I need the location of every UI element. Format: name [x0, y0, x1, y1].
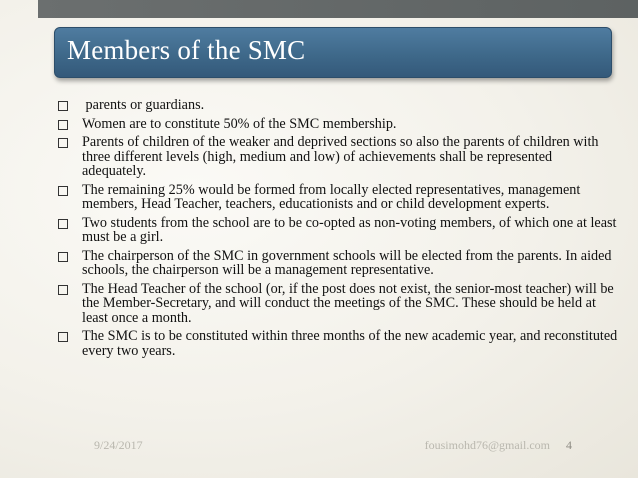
- bullet-item: [58, 329, 618, 358]
- hollow-square-bullet-icon: [58, 332, 68, 342]
- hollow-square-bullet-icon: [58, 285, 68, 295]
- bullet-text: The Head Teacher of the school (or, if the post does not exist, the senior-most teacher) will be the Member-Secretary, and will conduct the meetings of the SMC. These should be held at least once a month.: [82, 280, 614, 326]
- hollow-square-bullet-icon: [58, 138, 68, 148]
- bullet-text: The remaining 25% would be formed from locally elected representatives, management members, Head Teacher, teachers, educationists and or child development experts.: [82, 181, 581, 212]
- bullet-text: Parents of children of the weaker and deprived sections so also the parents of children with three different levels (high, medium and low) of achievements shall be represented adequately.: [82, 134, 599, 179]
- bullet-item: [58, 282, 618, 326]
- hollow-square-bullet-icon: [58, 101, 68, 111]
- bullet-item: [58, 249, 618, 278]
- page-number: 4: [566, 438, 572, 452]
- bullet-text: The chairperson of the SMC in government schools will be elected from the parents. In aided schools, the chairperson will be a management representative.: [82, 247, 612, 278]
- bullet-list: [58, 98, 618, 362]
- bullet-item: [58, 117, 618, 132]
- bullet-text: Women are to constitute 50% of the SMC membership.: [82, 115, 397, 132]
- bullet-item: [58, 135, 618, 179]
- footer-email: fousimohd76@gmail.com: [424, 438, 550, 452]
- bullet-text: The SMC is to be constituted within three months of the new academic year, and reconstituted every two years.: [82, 328, 618, 359]
- title-banner: [54, 27, 612, 78]
- bullet-item: [58, 183, 618, 212]
- hollow-square-bullet-icon: [58, 186, 68, 196]
- bullet-item: [58, 98, 618, 113]
- bullet-item: [58, 216, 618, 245]
- hollow-square-bullet-icon: [58, 252, 68, 262]
- slide-title: Members of the SMC: [67, 35, 306, 65]
- hollow-square-bullet-icon: [58, 219, 68, 229]
- footer-date: 9/24/2017: [94, 438, 143, 452]
- bullet-text: parents or guardians.: [82, 97, 205, 113]
- bullet-text: Two students from the school are to be co-opted as non-voting members, of which one at least must be a girl.: [82, 214, 617, 245]
- hollow-square-bullet-icon: [58, 120, 68, 130]
- top-decorative-bar: [38, 0, 638, 18]
